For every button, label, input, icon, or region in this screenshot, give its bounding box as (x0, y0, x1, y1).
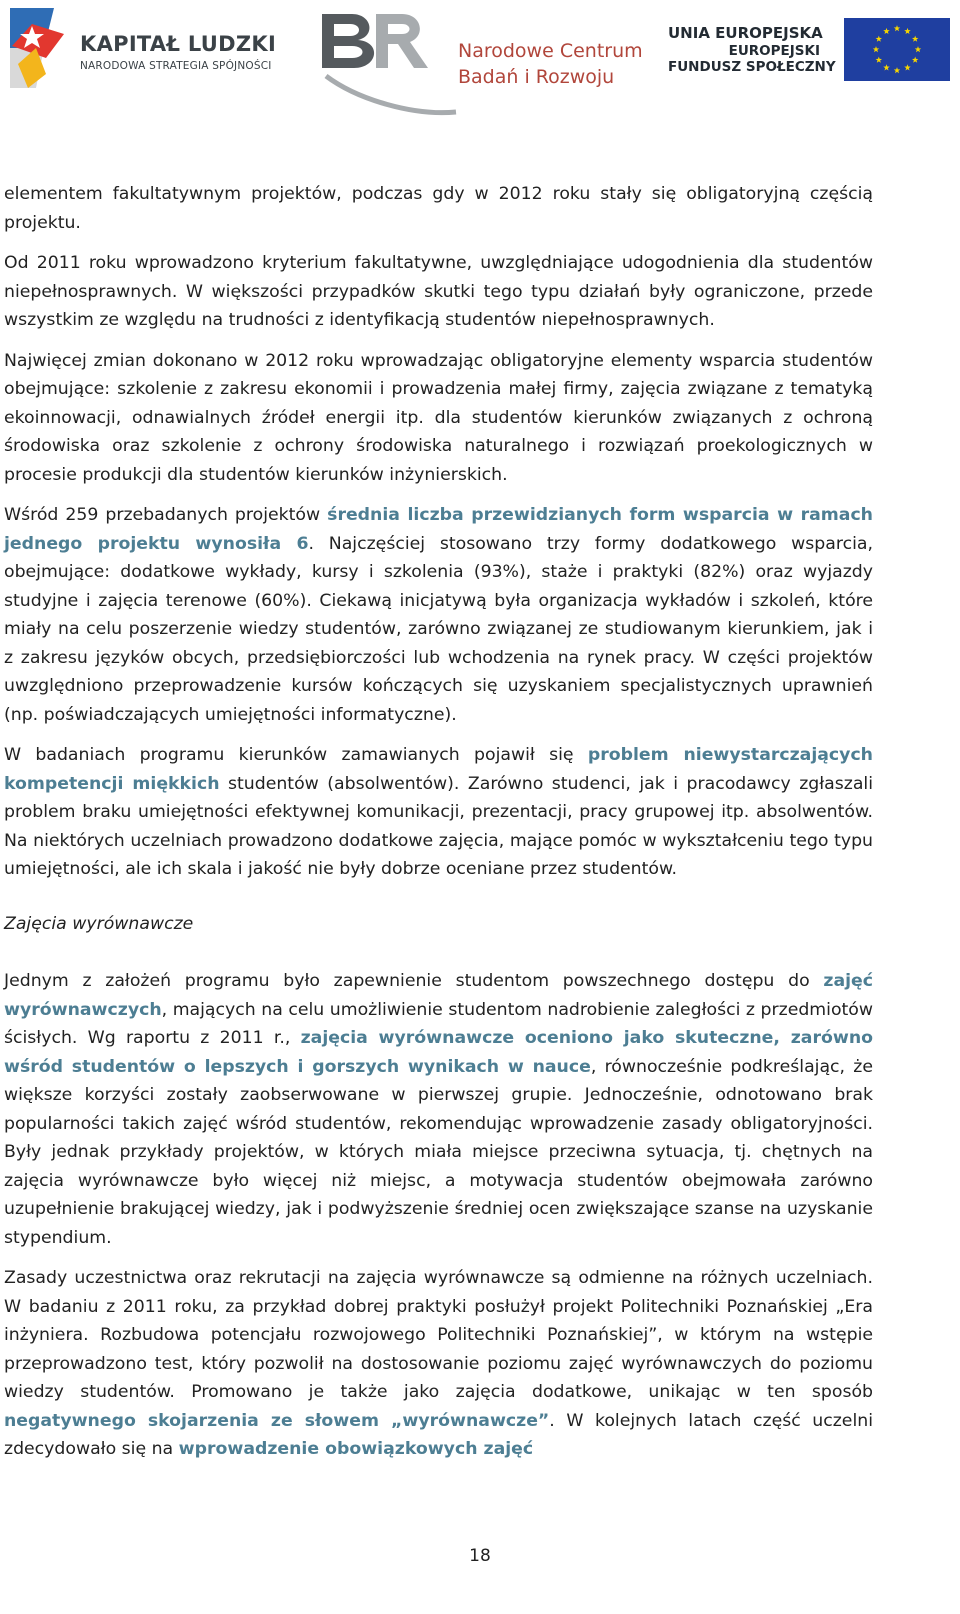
highlighted-text: negatywnego skojarzenia ze słowem „wyrównawcze” (4, 1410, 550, 1431)
paragraph-4 (4, 501, 873, 729)
ncbr-logo (318, 6, 648, 118)
text-run: studentów (absolwentów). Zarówno studenci, jak i pracodawcy zgłaszali problem braku umiejętności efektywnej komunikacji, prezentacji, pracy grupowej itp. absolwentów. Na niektórych uczelniach prowadzono dodatkowe zajęcia, mające pomóc w wykształceniu tego typu umiejętności, ale ich skala i jakość nie były dobrze oceniane przez studentów. (4, 773, 874, 879)
text-run: Wśród 259 przebadanych projektów (4, 505, 328, 525)
highlighted-text: zajęć wyrównawczych (4, 971, 873, 1020)
text-run: Jednym z założeń programu było zapewnienie studentom powszechnego dostępu do (4, 971, 824, 991)
kapital-ludzki-logo (6, 4, 296, 92)
ncbr-name-line2: Badań i Rozwoju (458, 66, 615, 88)
paragraph-7 (4, 1264, 873, 1464)
text-run: , mających na celu umożliwienie studentom nadrobienie zaległości z przedmiotów ścisłych. Wg raportu z 2011 r., (4, 999, 873, 1048)
paragraph-6 (4, 967, 873, 1252)
kapital-ludzki-subtitle: NARODOWA STRATEGIA SPÓJNOŚCI (80, 60, 272, 72)
text-run: . W kolejnych latach część uczelni zdecydowało się na (4, 1410, 873, 1459)
paragraph-1: elementem fakultatywnym projektów, podczas gdy w 2012 roku stały się obligatoryjną częścią projektu. (4, 184, 873, 233)
eu-efs-logo (668, 18, 953, 88)
paragraph-3: Najwięcej zmian dokonano w 2012 roku wprowadzając obligatoryjne elementy wsparcia studentów obejmujące: szkolenie z zakresu ekonomii i prowadzenia małej firmy, zajęcia związane z tematyką ekoinnowacji, odnawialnych źródeł energii itp. dla studentów kierunków związanych z ochroną środowiska oraz szkolenie z ochrony środowiska naturalnego i rozwiązań proekologicznych w procesie produkcji dla studentów kierunków inżynierskich. (4, 350, 873, 485)
kapital-ludzki-emblem-icon (6, 4, 70, 90)
text-run: Zasady uczestnictwa oraz rekrutacji na zajęcia wyrównawcze są odmienne na różnych uczelniach. W badaniu z 2011 roku, za przykład dobrej praktyki posłużył projekt Politechniki Poznańskiej „Era inżyniera. Rozbudowa potencjału rozwojowego Politechniki Poznańskiej”, w którym na wstępie przeprowadzono test, który pozwolił na dostosowanie poziomu zajęć wyrównawczych do poziomu wiedzy studentów. Promowano je także jako zajęcia dodatkowe, unikając w ten sposób (4, 1268, 873, 1402)
ncbr-br-monogram-icon (318, 6, 458, 118)
page-header (0, 0, 960, 125)
page-number: 18 (469, 1546, 491, 1566)
text-run: . Najczęściej stosowano trzy formy dodatkowego wsparcia, obejmujące: dodatkowe wykłady, kursy i szkolenia (93%), staże i praktyki (82%) oraz wyjazdy studyjne i zajęcia terenowe (60%). Ciekawą inicjatywą była organizacja wykładów i szkoleń, które miały na celu poszerzenie wiedzy studentów, zarówno związanej ze studiowanym kierunkiem, jak i z zakresu języków obcych, przedsiębiorczości lub wchodzenia na rynek pracy. W części projektów uwzględniono przeprowadzenie kursów kończących się uzyskaniem specjalistycznych uprawnień (np. poświadczających umiejętności informatyczne). (4, 533, 873, 725)
eu-flag-icon (844, 18, 950, 81)
kapital-ludzki-title: KAPITAŁ LUDZKI (80, 32, 277, 56)
eu-line1: UNIA EUROPEJSKA (668, 24, 823, 42)
highlighted-text: średnia liczba przewidzianych form wsparcia w ramach jednego projektu wynosiła 6 (4, 505, 873, 554)
paragraph-2: Od 2011 roku wprowadzono kryterium fakultatywne, uwzględniające udogodnienia dla studentów niepełnosprawnych. W większości przypadków skutki tego typu działań były ograniczone, przede wszystkim ze względu na trudności z identyfikacją studentów niepełnosprawnych. (4, 253, 873, 330)
eu-line3: FUNDUSZ SPOŁECZNY (668, 59, 836, 75)
highlighted-text: zajęcia wyrównawcze oceniono jako skuteczne, zarówno wśród studentów o lepszych i gorszych wynikach w nauce (4, 1028, 873, 1077)
text-run: W badaniach programu kierunków zamawianych pojawił się (4, 745, 588, 765)
paragraph-5 (4, 741, 873, 884)
highlighted-text: wprowadzenie obowiązkowych zajęć (178, 1439, 534, 1459)
ncbr-name (458, 38, 643, 90)
text-run: , równocześnie podkreślając, że większe korzyści zostały zaobserwowane w pierwszej grupie. Jednocześnie, odnotowano brak popularności takich zajęć wśród studentów, rekomendując wprowadzenie zasady obligatoryjności. Były jednak przykłady projektów, w których miała miejsce przeciwna sytuacja, tj. chętnych na zajęcia wyrównawcze było więcej niż miejsc, a motywacja studentów obejmowała zarówno uzupełnienie brakującej wiedzy, jak i podwyższenie średniej ocen zwiększające szanse na uzyskanie stypendium. (4, 1056, 873, 1248)
document-body (4, 180, 873, 1476)
eu-line2: EUROPEJSKI (728, 43, 820, 59)
ncbr-name-line1: Narodowe Centrum (458, 40, 643, 62)
section-heading: Zajęcia wyrównawcze (4, 913, 194, 934)
highlighted-text: problem niewystarczających kompetencji miękkich (4, 745, 873, 794)
eu-text (668, 24, 836, 75)
